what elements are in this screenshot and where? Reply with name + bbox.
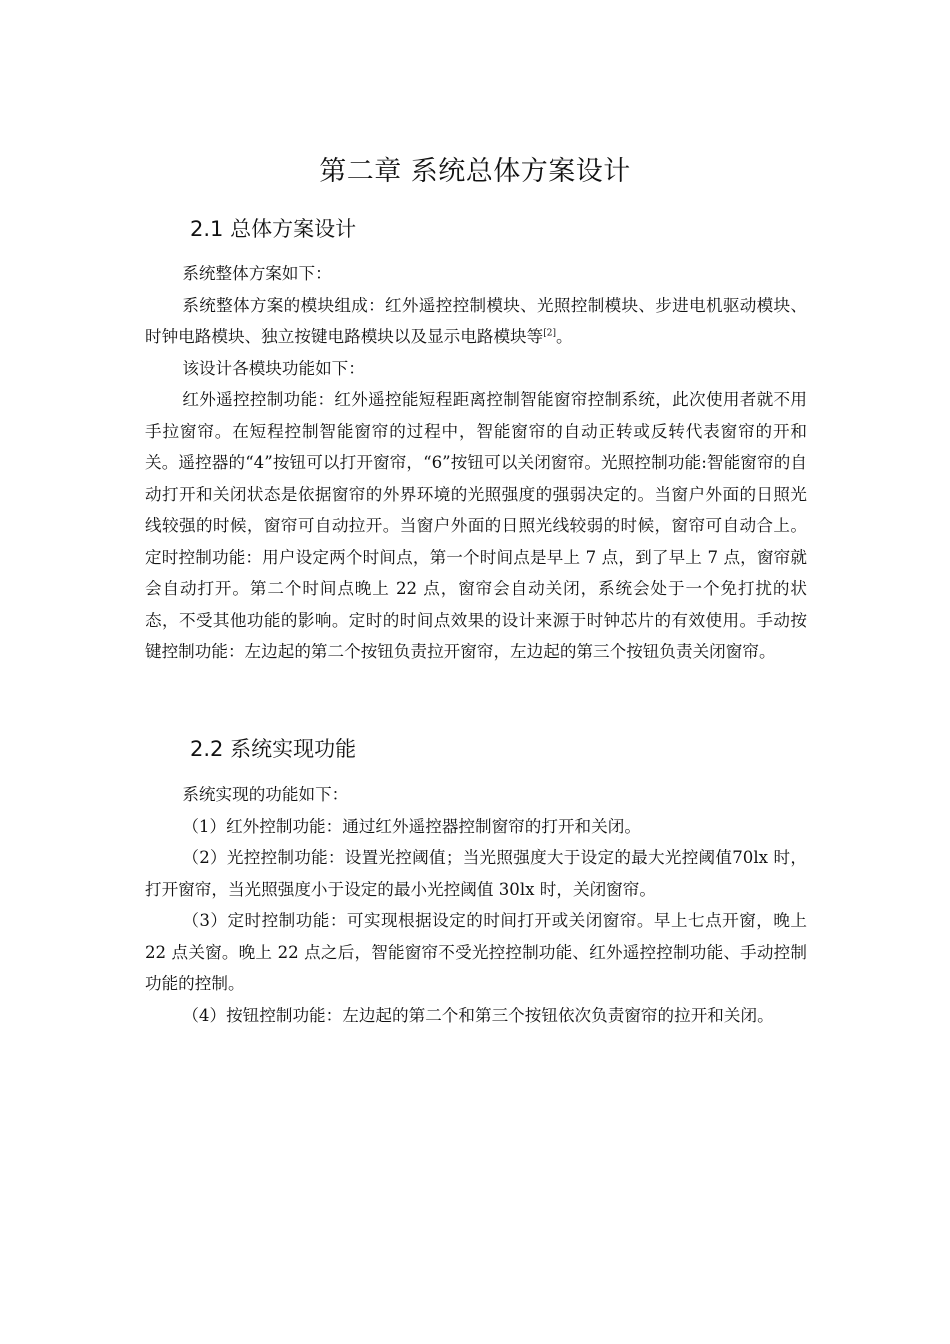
paragraph: 该设计各模块功能如下： — [182, 358, 365, 378]
list-item: （3）定时控制功能：可实现根据设定的时间打开或关闭窗帘。早上七点开窗，晚上 22 点关窗。晚上 22 点之后，智能窗帘不受光控控制功能、红外遥控控制功能、手动控制功能的控制。 — [145, 911, 807, 993]
citation-mark: [2] — [543, 328, 556, 339]
paragraph: 系统整体方案如下： — [182, 264, 332, 283]
paragraph: 红外遥控控制功能：红外遥控能短程距离控制智能窗帘控制系统，此次使用者就不用手拉窗帘。在短程控制智能窗帘的过程中，智能窗帘的自动正转或反转代表窗帘的开和关。遥控器的“4”按钮可以打开窗帘，“6”按钮可以关闭窗帘。光照控制功能:智能窗帘的自动打开和关闭状态是依据窗帘的外界环境的光照强度的强弱决定的。当窗户外面的日照光线较强的时候，窗帘可自动拉开。当窗户外面的日照光线较弱的时候，窗帘可自动合上。定时控制功能：用户设定两个时间点，第一个时间点是早上 7 点，到了早上 7 点，窗帘就会自动打开。第二个时间点晚上 22 点，窗帘会自动关闭，系统会处于一个免打扰的状态，不受其他功能的影响。定时的时间点效果的设计来源于时钟芯片的有效使用。手动按键控制功能：左边起的第二个按钮负责拉开窗帘，左边起的第三个按钮负责关闭窗帘。 — [145, 390, 807, 661]
section-heading-2-1: 2.1 总体方案设计 — [190, 217, 357, 241]
paragraph: 系统实现的功能如下： — [182, 785, 349, 804]
chapter-title: 第二章 系统总体方案设计 — [319, 156, 631, 187]
list-item: （4）按钮控制功能：左边起的第二个和第三个按钮依次负责窗帘的拉开和关闭。 — [182, 1005, 774, 1025]
paragraph-tail: 。 — [556, 327, 573, 346]
list-item: （2）光控控制功能：设置光控阈值；当光照强度大于设定的最大光控阈值70lx 时，打开窗帘，当光照强度小于设定的最小光控阈值 30lx 时，关闭窗帘。 — [145, 848, 807, 899]
section-2-2-body — [145, 779, 807, 1031]
paragraph-with-citation — [145, 290, 807, 353]
section-2-1-body — [145, 258, 807, 668]
paragraph-text: 系统整体方案的模块组成：红外遥控控制模块、光照控制模块、步进电机驱动模块、时钟电路模块、独立按键电路模块以及显示电路模块等 — [145, 295, 807, 346]
section-heading-2-2: 2.2 系统实现功能 — [190, 737, 357, 761]
list-item: （1）红外控制功能：通过红外遥控器控制窗帘的打开和关闭。 — [182, 816, 641, 836]
